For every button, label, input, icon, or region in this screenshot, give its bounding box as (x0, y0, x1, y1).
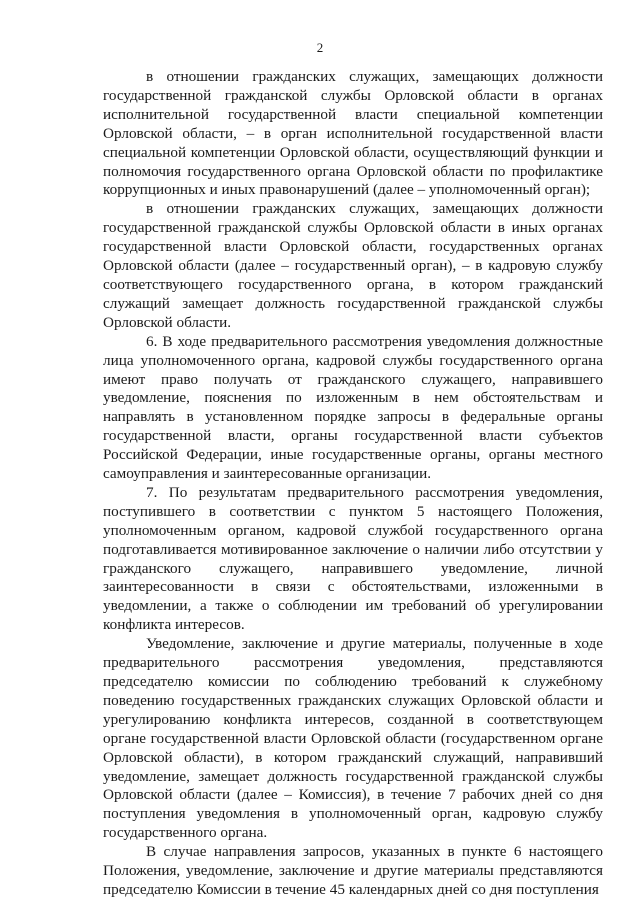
paragraph-item-7: 7. По результатам предварительного рассмотрения уведомления, поступившего в соответствии с пунктом 5 настоящего Положения, уполномоченным органом, кадровой службой государственного органа подготавливается мотивированное заключение о наличии либо отсутствии у гражданского служащего, направившего уведомление, личной заинтересованности в связи с обстоятельствами, изложенными в уведомлении, а также о соблюдении им требований об урегулировании конфликта интересов. (103, 483, 603, 634)
document-body (103, 68, 603, 900)
page-number: 2 (316, 40, 324, 55)
paragraph-other-authorities: в отношении гражданских служащих, замещающих должности государственной гражданской службы Орловской области в иных органах государственной власти Орловской области, государственных органах Орловской области (далее – государственный орган), – в кадровую службу соответствующего государственного органа, в котором гражданский служащий замещает должность государственной гражданской службы Орловской области. (103, 200, 603, 331)
paragraph-item-6: 6. В ходе предварительного рассмотрения уведомления должностные лица уполномоченного органа, кадровой службы государственного органа имеют право получать от гражданского служащего, направившего уведомление, пояснения по изложенным в нем обстоятельствам и направлять в установленном порядке запросы в федеральные органы государственной власти, органы государственной власти субъектов Российской Федерации, иные государственные органы, органы местного самоуправления и заинтересованные организации. (103, 332, 603, 483)
paragraph-commission-submission: Уведомление, заключение и другие материалы, полученные в ходе предварительного рассмотрения уведомления, представляются председателю комиссии по соблюдению требований к служебному поведению государственных гражданских служащих Орловской области и урегулированию конфликта интересов, созданной в соответствующем органе государственной власти Орловской области (государственном органе Орловской области), в котором гражданский служащий, направивший уведомление, замещает должность государственной гражданской службы Орловской области (далее – Комиссия), в течение 7 рабочих дней со дня поступления уведомления в уполномоченный орган, кадровую службу государственного органа. (103, 635, 603, 842)
paragraph-requests-case: В случае направления запросов, указанных в пункте 6 настоящего Положения, уведомление, заключение и другие материалы представляются председателю Комиссии в течение 45 календарных дней со дня поступления (103, 843, 603, 898)
paragraph-executive-authorities: в отношении гражданских служащих, замещающих должности государственной гражданской службы Орловской области в органах исполнительной государственной власти специальной компетенции Орловской области, – в орган исполнительной государственной власти специальной компетенции Орловской области, осуществляющий функции и полномочия государственного органа Орловской области по профилактике коррупционных и иных правонарушений (далее – уполномоченный орган); (103, 68, 603, 199)
